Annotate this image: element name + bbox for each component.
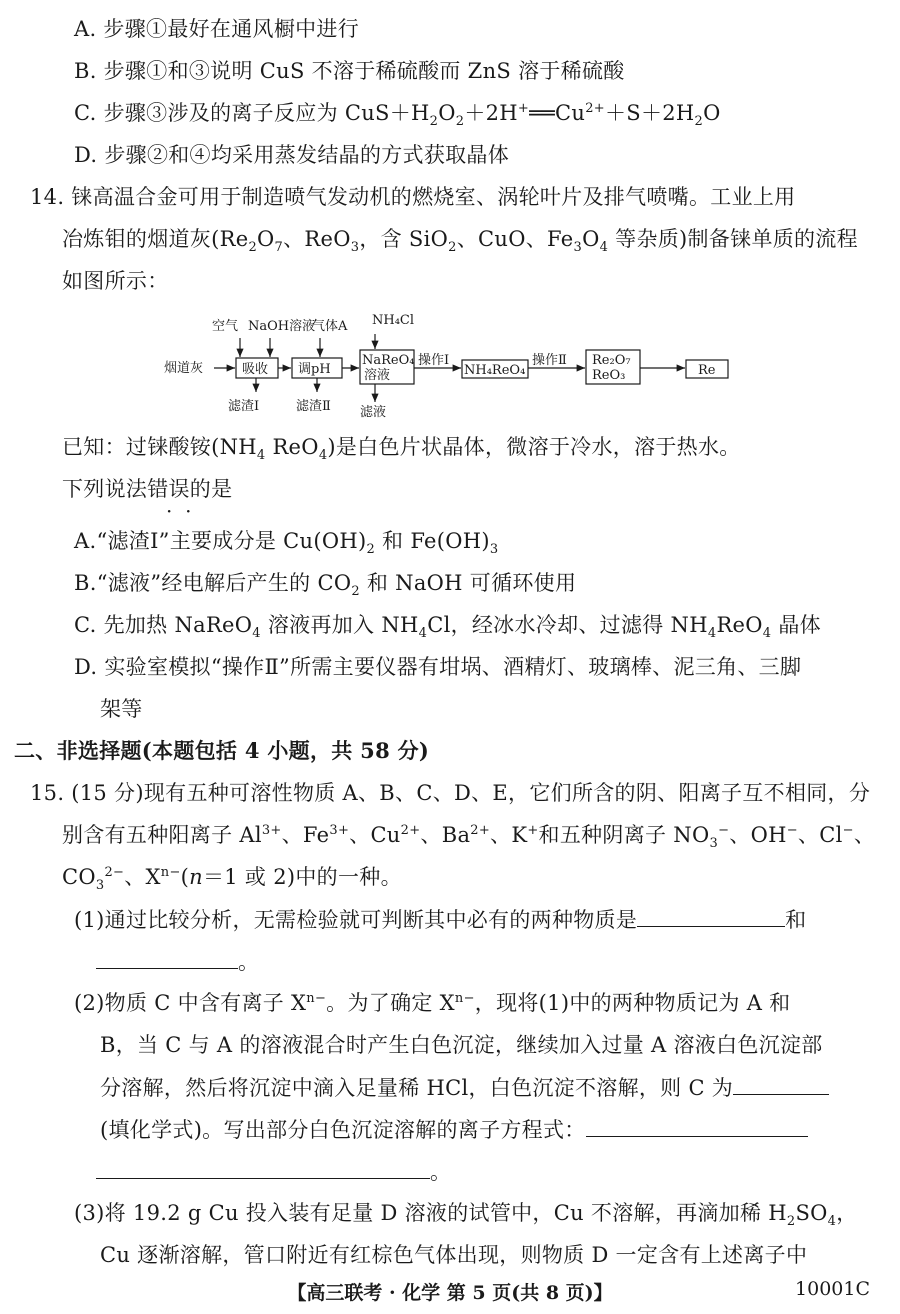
- label-op1: 操作Ⅰ: [418, 353, 450, 368]
- q14-option-d-line2: 架等: [100, 697, 143, 721]
- page-footer: 【高三联考 · 化学 第 5 页(共 8 页)】: [287, 1282, 613, 1304]
- q15-part3-line2: Cu 逐渐溶解，管口附近有红棕色气体出现，则物质 D 一定含有上述离子中: [100, 1243, 808, 1267]
- q14-option-d-line1: D. 实验室模拟“操作Ⅱ”所需主要仪器有坩埚、酒精灯、玻璃棒、泥三角、三脚: [74, 655, 802, 679]
- q15-part1-line1: (1)通过比较分析，无需检验就可判断其中必有的两种物质是 和: [74, 904, 806, 935]
- label-adjust: 调pH: [298, 362, 331, 377]
- q15-part2-line2: B，当 C 与 A 的溶液混合时产生白色沉淀，继续加入过量 A 溶液白色沉淀部: [100, 1033, 823, 1057]
- label-residue1: 滤渣Ⅰ: [228, 399, 260, 414]
- label-re2o7: Re₂O₇: [592, 353, 631, 368]
- q14-stem-line1: 14. 铼高温合金可用于制造喷气发动机的燃烧室、涡轮叶片及排气喷嘴。工业上用: [30, 185, 796, 209]
- label-air: 空气: [212, 319, 239, 334]
- label-re: Re: [698, 363, 716, 378]
- q14-option-a: A.“滤渣Ⅰ”主要成分是 $Cu(OH)_2$ 和 $Fe(OH)_3$: [74, 529, 499, 558]
- section-header: 二、非选择题(本题包括 4 小题，共 58 分): [14, 738, 430, 763]
- q13-option-c: C. 步骤③涉及的离子反应为 $CuS+H_2O_2+2H^+══Cu^{2+}+S+2H_2O$: [74, 101, 721, 130]
- q14-option-c: C. 先加热 NaReO$_4$ 溶液再加入 $NH_4Cl$，经冰水冷却、过滤得 $NH_4ReO_4$ 晶体: [74, 613, 821, 642]
- q15-part2-line5: 。: [96, 1156, 451, 1187]
- q15-stem-line1: 15. (15 分)现有五种可溶性物质 A、B、C、D、E，它们所含的阴、阳离子互不相同，分: [30, 781, 871, 805]
- label-nh4reo4: NH₄ReO₄: [464, 363, 526, 378]
- q15-part2-line4: (填化学式)。写出部分白色沉淀溶解的离子方程式：: [100, 1114, 808, 1145]
- label-gas-a: 气体A: [312, 319, 348, 334]
- q13-option-d: D. 步骤②和④均采用蒸发结晶的方式获取晶体: [74, 143, 510, 167]
- label-reo3: ReO₃: [592, 368, 626, 383]
- q15-part1-line2: 。: [96, 946, 259, 977]
- label-nareo4: NaReO₄: [362, 353, 415, 368]
- q13-option-b: B. 步骤①和③说明 CuS 不溶于稀硫酸而 ZnS 溶于稀硫酸: [74, 59, 625, 83]
- emphasis-dots: · ·: [166, 499, 192, 523]
- q13-option-a: A. 步骤①最好在通风橱中进行: [74, 17, 360, 41]
- answer-blank[interactable]: [637, 904, 785, 927]
- label-filtrate: 滤液: [360, 405, 387, 420]
- q14-known: 已知：过铼酸铵($NH_4$ ReO$_4$)是白色片状晶体，微溶于冷水，溶于热水。: [62, 435, 741, 464]
- answer-blank[interactable]: [586, 1114, 808, 1137]
- label-solution: 溶液: [364, 368, 391, 383]
- q14-question: 下列说法错误的是: [62, 477, 233, 501]
- q15-part2-line3: 分溶解，然后将沉淀中滴入足量稀 HCl，白色沉淀不溶解，则 C 为: [100, 1072, 829, 1103]
- q15-part3-line1: (3)将 19.2 g Cu 投入装有足量 D 溶液的试管中，Cu 不溶解，再滴加稀 $H_2SO_4$，: [74, 1201, 858, 1230]
- answer-blank[interactable]: [96, 1156, 430, 1179]
- q14-option-b: B.“滤液”经电解后产生的 $CO_2$ 和 NaOH 可循环使用: [74, 571, 577, 600]
- q14-stem-line3: 如图所示：: [62, 269, 169, 293]
- q15-part2-line1: (2)物质 C 中含有离子 $X^{n-}$。为了确定 $X^{n-}$，现将(1)中的两种物质记为 A 和: [74, 991, 791, 1015]
- answer-blank[interactable]: [96, 946, 238, 969]
- q15-stem-line2: 别含有五种阳离子 $Al^{3+}$、$Fe^{3+}$、$Cu^{2+}$、$Ba^{2+}$、K+和五种阴离子 $NO_3^-$、OH−、Cl−、: [62, 823, 876, 852]
- label-ash: 烟道灰: [164, 361, 204, 376]
- label-nh4cl: NH₄Cl: [372, 313, 415, 328]
- label-op2: 操作Ⅱ: [532, 353, 567, 368]
- answer-blank[interactable]: [733, 1072, 829, 1095]
- q15-stem-line3: $CO_3^{2-}$、$X^{n-}(n=1$ 或 2)中的一种。: [62, 865, 402, 894]
- label-residue2: 滤渣Ⅱ: [296, 399, 331, 414]
- process-flow-diagram: [160, 312, 750, 420]
- label-naoh: NaOH溶液: [248, 319, 316, 334]
- paper-code: 10001C: [795, 1278, 870, 1300]
- q14-stem-line2: 冶炼钼的烟道灰($Re_2O_7$、ReO$_3$，含 SiO$_2$、CuO、$Fe_3O_4$ 等杂质)制备铼单质的流程: [62, 227, 858, 256]
- label-absorb: 吸收: [242, 362, 269, 377]
